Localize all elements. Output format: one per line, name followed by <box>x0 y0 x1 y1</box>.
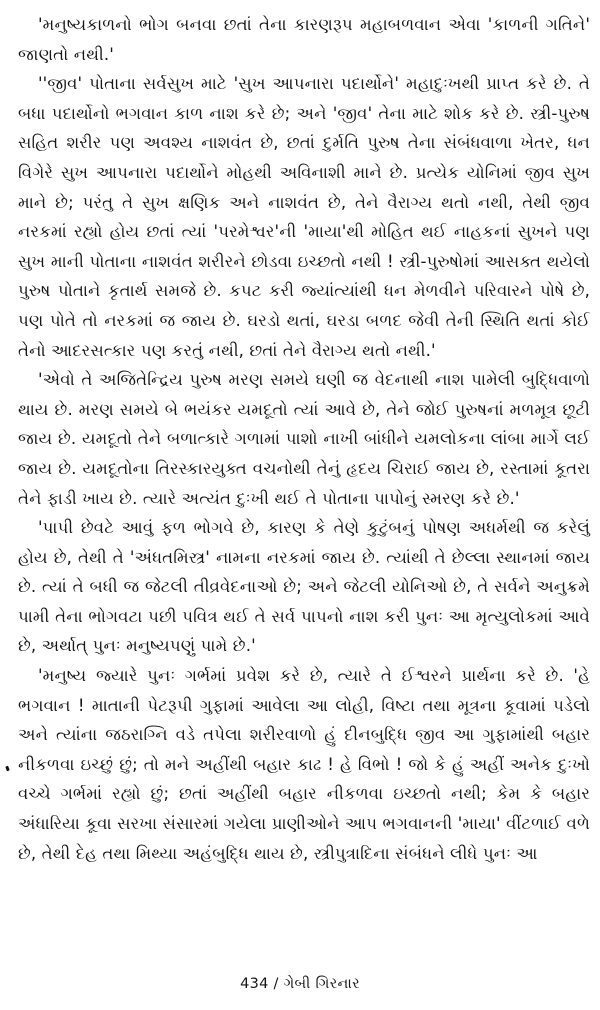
paragraph-2: ''જીવ' પોતાના સર્વસુખ માટે 'સુખ આપનારા પદાર્થોને' મહાદુઃખથી પ્રાપ્ત કરે છે. તે બધા પદાર્થોનો ભગવાન કાળ નાશ કરે છે; અને 'જીવ' તેના માટે શોક કરે છે. સ્ત્રી-પુરુષ સહિત શરીર પણ અવશ્ય નાશવંત છે, છતાં દુર્મતિ પુરુષ તેના સંબંધવાળા ખેતર, ધન વિગેરે સુખ આપનારા પદાર્થોને મોહથી અવિનાશી માને છે. પ્રત્યેક યોનિમાં જીવ સુખ માને છે; પરંતુ તે સુખ ક્ષણિક અને નાશવંત છે, તેને વૈરાગ્ય થતો નથી, તેથી જીવ નરકમાં રહ્યો હોય છતાં ત્યાં 'પરમેશ્વર'ની 'માયા'થી મોહિત થઈ નાહકનાં સુખને પણ સુખ માની પોતાના નાશવંત શરીરને છોડવા ઇચ્છતો નથી ! સ્ત્રી-પુરુષોમાં આસક્ત થયેલો પુરુષ પોતાને કૃતાર્થ સમજે છે. કપટ કરી જ્યાંત્યાંથી ધન મેળવીને પરિવારને પોષે છે, પણ પોતે તો નરકમાં જ જાય છે. ઘરડો થતાં, ઘરડા બળદ જેવી તેની સ્થિતિ થતાં કોઈ તેનો આદરસત્કાર પણ કરતું નથી, છતાં તેને વૈરાગ્ય થતો નથી.' <box>18 74 590 360</box>
paragraph-4: 'પાપી છેવટે આવું ફળ ભોગવે છે, કારણ કે તેણે કુટુંબનું પોષણ અધર્મથી જ કરેલું હોય છે, તેથી તે 'અંધતમિસ્ત્ર' નામના નરકમાં જાય છે. ત્યાંથી તે છેલ્લા સ્થાનમાં જાય છે. ત્યાં તે બધી જ જેટલી તીવ્રવેદનાઓ છે; અને જેટલી યોનિઓ છે, તે સર્વને અનુક્રમે પામી તેના ભોગવટા પછી પવિત્ર થઈ તે સર્વ પાપનો નાશ કરી પુનઃ આ મૃત્યુલોકમાં આવે છે, અર્થાત્ પુનઃ મનુષ્યપણું પામે છે.' <box>18 518 590 656</box>
page-footer: 434 / ગેબી ગિરનાર <box>240 976 360 992</box>
paragraph-1: 'મનુષ્યકાળનો ભોગ બનવા છતાં તેના કારણરૂપ મહાબળવાન એવા 'કાળની ગતિને' જાણતો નથી.' <box>18 15 590 64</box>
margin-tick-mark <box>5 766 10 772</box>
paragraph-5: 'મનુષ્ય જ્યારે પુનઃ ગર્ભમાં પ્રવેશ કરે છે, ત્યારે તે ઈશ્વરને પ્રાર્થના કરે છે. 'હે ભગવાન ! માતાની પેટરૂપી ગુફામાં આવેલા આ લોહી, વિષ્ટા તથા મૂત્રના કૂવામાં પડેલો અને ત્યાંના જઠરાગ્નિ વડે તપેલા શરીરવાળો હું દીનબુદ્ધિ જીવ આ ગુફામાંથી બહાર નીકળવા ઇચ્છું છું; તો મને અહીંથી બહાર કાઢ ! હે વિભો ! જો કે હું અહીં અનેક દુઃખો વચ્ચે ગર્ભમાં રહ્યો છું; છતાં અહીંથી બહાર નીકળવા ઇચ્છતો નથી; કેમ કે બહાર અંધારિયા કૂવા સરખા સંસારમાં ગયેલા પ્રાણીઓને આપ ભગવાનની 'માયા' વીંટળાઈ વળે છે, તેથી દેહ તથા મિથ્યા અહંબુદ્ધિ થાય છે, સ્ત્રીપુત્રાદિના સંબંધને લીધે પુનઃ આ <box>18 666 590 863</box>
paragraph-3: 'એવો તે અજિતેન્દ્રિય પુરુષ મરણ સમયે ઘણી જ વેદનાથી નાશ પામેલી બુદ્ધિવાળો થાય છે. મરણ સમયે બે ભયંકર યમદૂતો ત્યાં આવે છે, તેને જોઈ પુરુષનાં મળમૂત્ર છૂટી જાય છે. યમદૂતો તેને બળાત્કારે ગળામાં પાશો નાખી બાંધીને યમલોકના લાંબા માર્ગે લઈ જાય છે. યમદૂતોના તિરસ્કારયુક્ત વચનોથી તેનું હૃદય ચિરાઈ જાય છે, રસ્તામાં કૂતરા તેને ફાડી ખાય છે. ત્યારે અત્યંત દુઃખી થઈ તે પોતાના પાપોનું સ્મરણ કરે છે.' <box>18 370 590 508</box>
body-text <box>18 10 590 868</box>
